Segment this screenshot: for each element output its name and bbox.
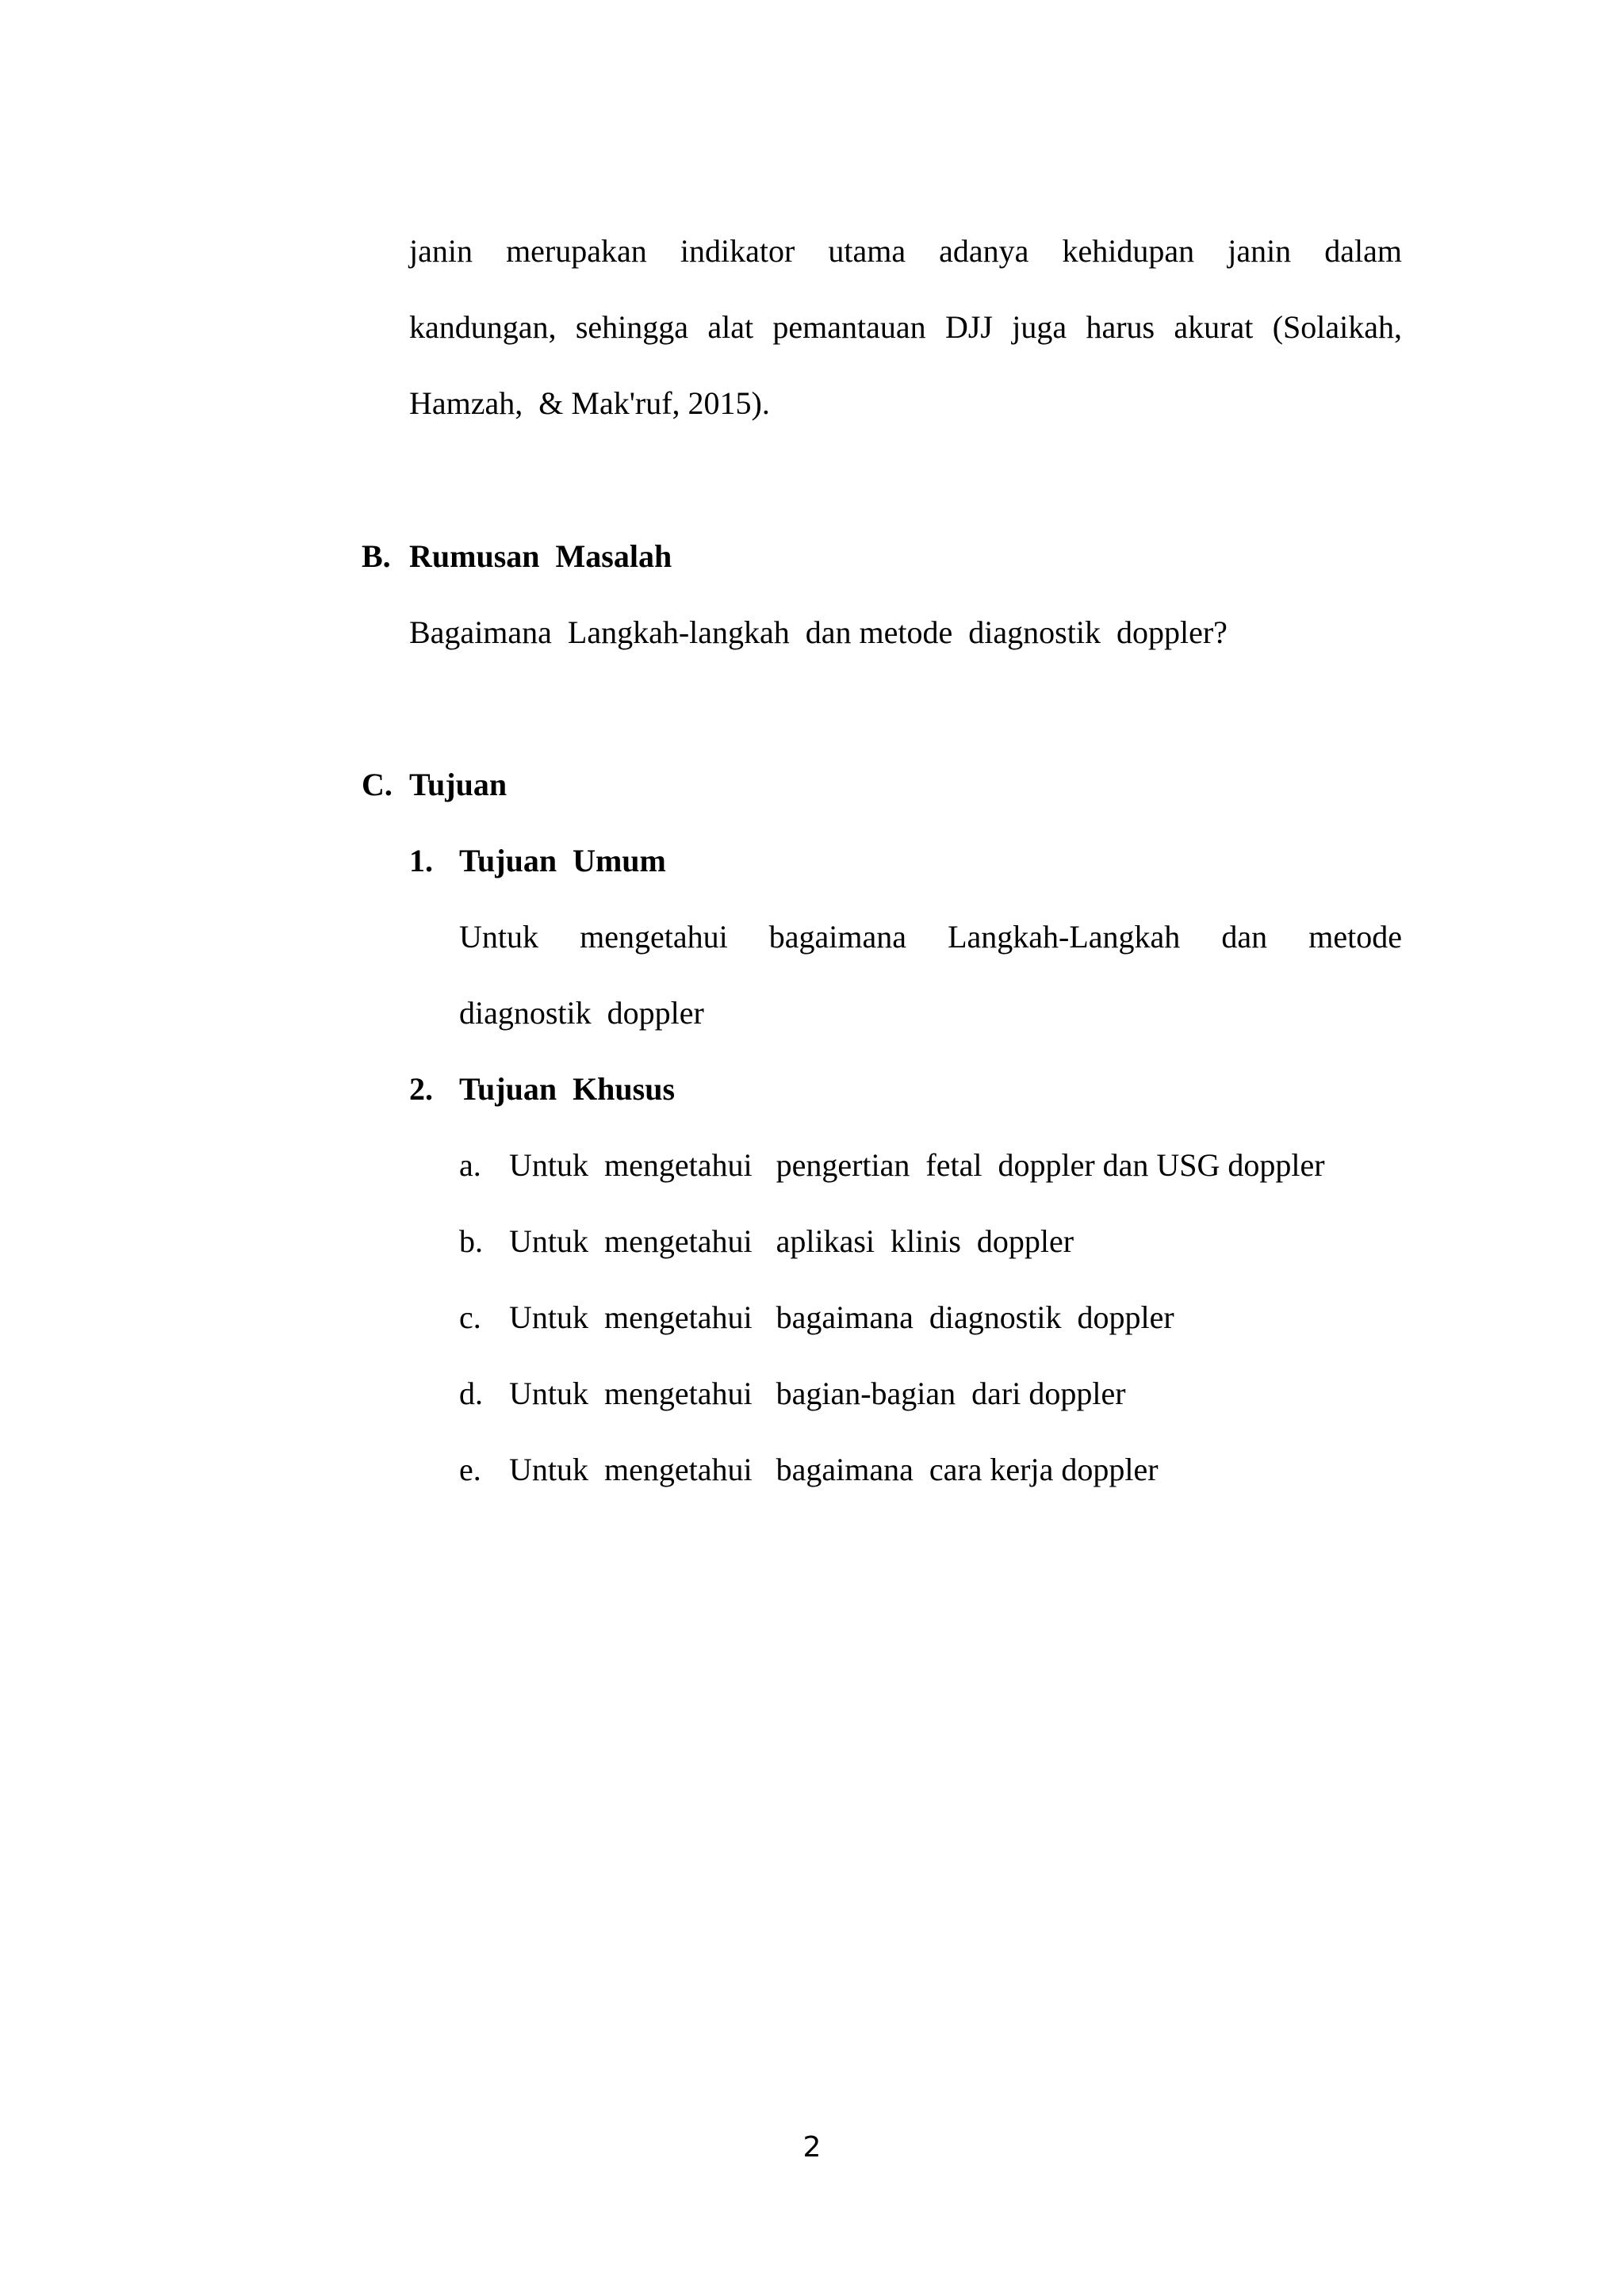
word: merupakan	[506, 233, 647, 269]
section-c-heading: Tujuan	[409, 767, 508, 802]
section-b-heading: Rumusan Masalah	[409, 538, 672, 574]
word: (Solaikah,	[1272, 309, 1402, 345]
paragraph-1-line-2	[409, 309, 1402, 345]
subsection-1-line-2: diagnostik doppler	[459, 995, 704, 1031]
subsection-2-heading: Tujuan Khusus	[459, 1071, 676, 1107]
word: harus	[1086, 309, 1155, 345]
word: utama	[828, 233, 906, 269]
word: juga	[1012, 309, 1067, 345]
word: Untuk	[459, 919, 538, 955]
word: dalam	[1324, 233, 1402, 269]
section-c-marker: C.	[362, 767, 393, 802]
word: adanya	[939, 233, 1029, 269]
list-item-a: Untuk mengetahui pengertian fetal doppler dan USG doppler	[509, 1147, 1325, 1183]
word: janin	[409, 233, 473, 269]
list-item-marker-a: a.	[459, 1147, 481, 1183]
paragraph-1-line-3: Hamzah, & Mak'ruf, 2015).	[409, 385, 770, 421]
list-item-marker-b: b.	[459, 1223, 483, 1259]
list-item-marker-e: e.	[459, 1452, 481, 1487]
list-item-c: Untuk mengetahui bagaimana diagnostik doppler	[509, 1299, 1174, 1335]
list-item-d: Untuk mengetahui bagian-bagian dari doppler	[509, 1376, 1126, 1411]
list-item-marker-d: d.	[459, 1376, 483, 1411]
subsection-1-heading: Tujuan Umum	[459, 843, 666, 878]
subsection-2-marker: 2.	[409, 1071, 433, 1107]
section-b-text: Bagaimana Langkah-langkah dan metode diagnostik doppler?	[409, 614, 1228, 650]
subsection-1-marker: 1.	[409, 843, 433, 878]
list-item-b: Untuk mengetahui aplikasi klinis doppler	[509, 1223, 1074, 1259]
word: Langkah-Langkah	[948, 919, 1181, 955]
word: alat	[707, 309, 754, 345]
word: bagaimana	[768, 919, 907, 955]
word: sehingga	[575, 309, 689, 345]
subsection-1-line-1	[459, 921, 1402, 953]
paragraph-1-line-1	[409, 235, 1402, 267]
page-number: 2	[802, 2131, 822, 2164]
word: pemantauan	[772, 309, 926, 345]
word: akurat	[1174, 309, 1254, 345]
word: dan	[1221, 919, 1268, 955]
word: metode	[1308, 919, 1402, 955]
word: mengetahui	[580, 919, 728, 955]
list-item-marker-c: c.	[459, 1299, 481, 1335]
word: kandungan,	[409, 309, 557, 345]
word: janin	[1228, 233, 1292, 269]
list-item-e: Untuk mengetahui bagaimana cara kerja doppler	[509, 1452, 1159, 1487]
word: DJJ	[944, 309, 993, 345]
section-b-marker: B.	[362, 538, 391, 574]
word: indikator	[680, 233, 795, 269]
word: kehidupan	[1062, 233, 1195, 269]
